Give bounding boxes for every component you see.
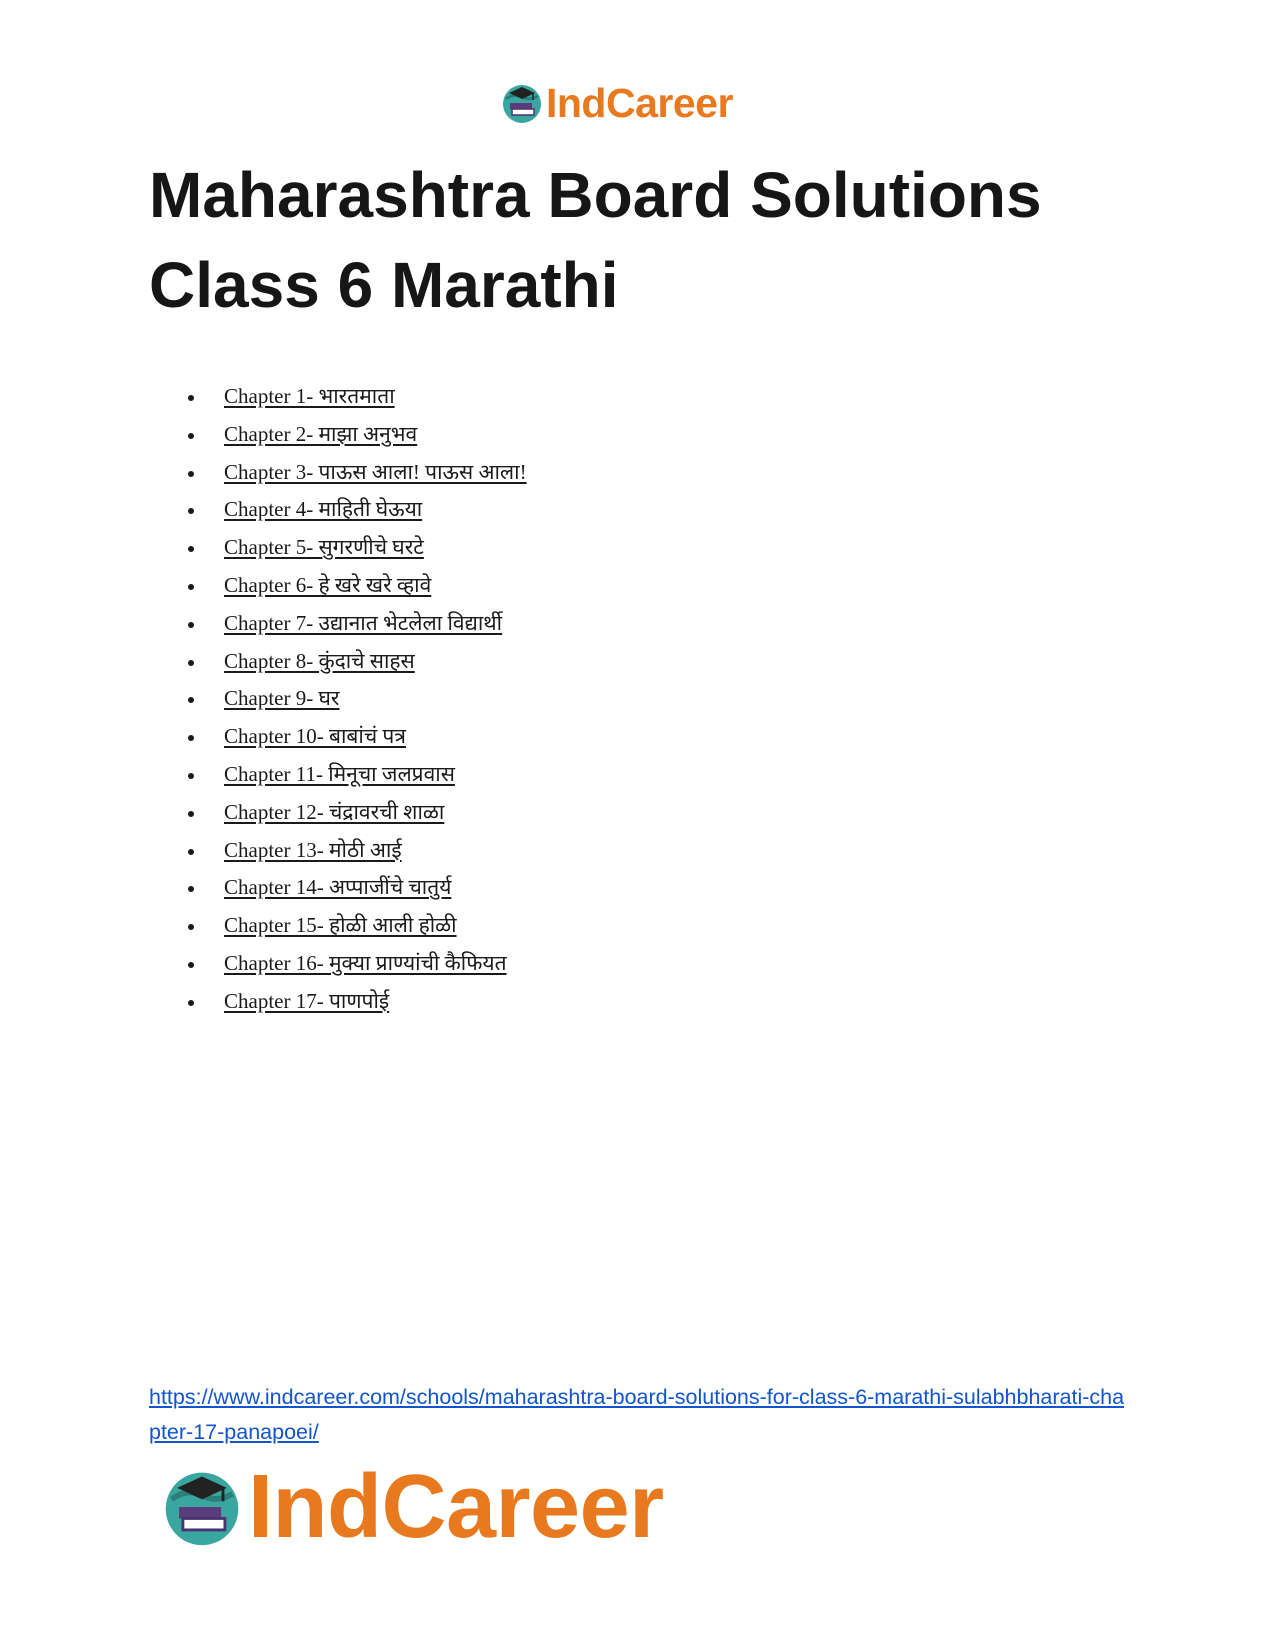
list-item [186,567,527,605]
chapter-link[interactable]: Chapter 10- बाबांचं पत्र [224,724,406,749]
title-line-1: Maharashtra Board Solutions [149,159,1042,231]
chapter-link[interactable]: Chapter 9- घर [224,686,340,711]
list-item [186,756,527,794]
chapter-link[interactable]: Chapter 6- हे खरे खरे व्हावे [224,572,432,597]
list-item [186,794,527,832]
list-item [186,491,527,529]
chapter-link[interactable]: Chapter 2- माझा अनुभव [224,421,418,446]
title-line-2: Class 6 Marathi [149,249,619,321]
chapter-link[interactable]: Chapter 16- मुक्या प्राण्यांची कैफियत [224,950,507,975]
list-item [186,680,527,718]
chapter-link[interactable]: Chapter 17- पाणपोई [224,988,390,1013]
chapter-link[interactable]: Chapter 4- माहिती घेऊया [224,497,423,522]
list-item [186,945,527,983]
chapter-link[interactable]: Chapter 12- चंद्रावरची शाळा [224,799,445,824]
chapter-link[interactable]: Chapter 15- होळी आली होळी [224,913,457,938]
globe-books-icon [500,81,544,125]
list-item [186,869,527,907]
source-url-link[interactable]: https://www.indcareer.com/schools/maharashtra-board-solutions-for-class-6-marathi-sulabhbharati-chapter-17-panapoei/ [149,1385,1125,1444]
chapter-link[interactable]: Chapter 11- मिनूचा जलप्रवास [224,761,455,786]
chapter-link[interactable]: Chapter 1- भारतमाता [224,384,395,408]
chapter-link[interactable]: Chapter 3- पाऊस आला! पाऊस आला! [224,459,527,484]
list-item [186,605,527,643]
list-item [186,529,527,567]
chapter-link[interactable]: Chapter 13- मोठी आई [224,837,402,862]
logo-wordmark: IndCareer [248,1457,664,1557]
list-item [186,907,527,945]
page-title [149,150,1149,330]
chapter-link[interactable]: Chapter 7- उद्यानात भेटलेला विद्यार्थी [224,610,503,635]
chapter-list [186,378,527,1021]
logo-wordmark: IndCareer [546,79,733,126]
footer-logo [160,1457,664,1557]
chapter-link[interactable]: Chapter 5- सुगरणीचे घरटे [224,535,424,560]
chapter-link[interactable]: Chapter 14- अप्पाजींचे चातुर्य [224,875,452,900]
header-logo [500,80,733,126]
list-item [186,832,527,870]
list-item [186,983,527,1021]
chapter-link[interactable]: Chapter 8- कुंदाचे साहस [224,648,415,673]
list-item [186,718,527,756]
list-item [186,378,527,416]
list-item [186,643,527,681]
list-item [186,416,527,454]
list-item [186,454,527,492]
globe-books-icon [160,1465,244,1549]
